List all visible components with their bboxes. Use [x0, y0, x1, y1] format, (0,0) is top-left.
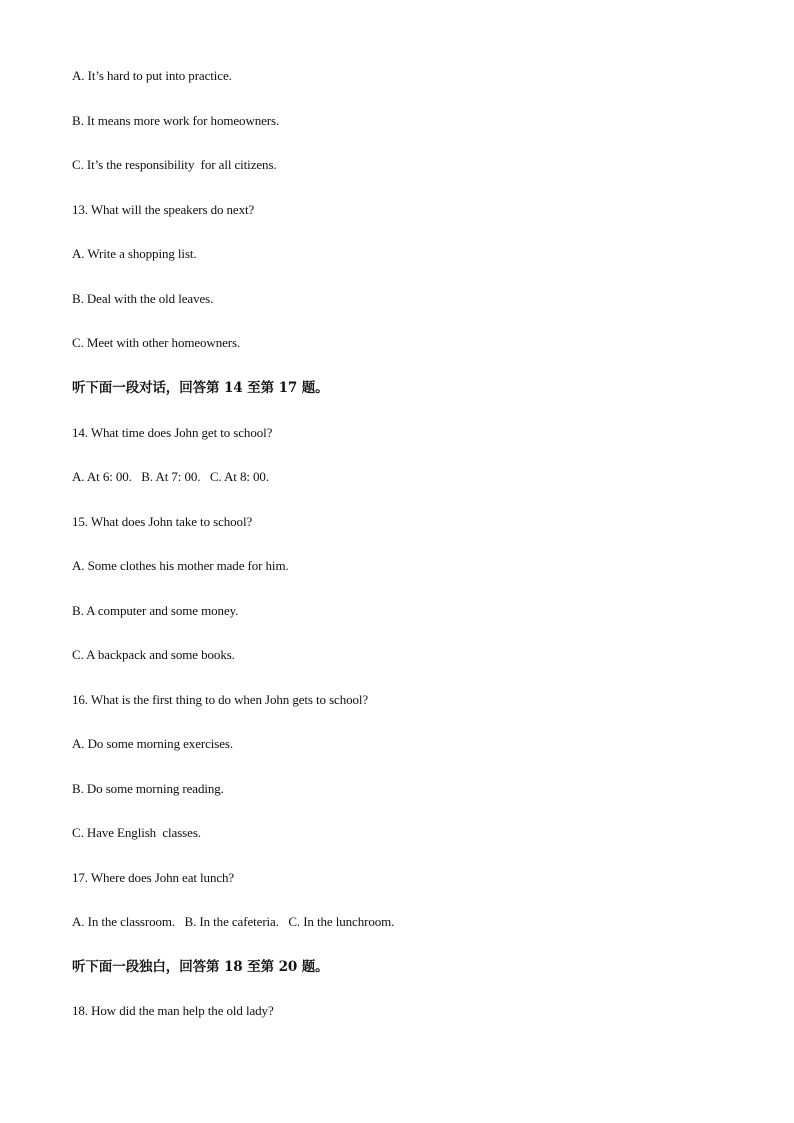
q13-option-a: A. Write a shopping list.	[72, 246, 197, 261]
q13-option-b: B. Deal with the old leaves.	[72, 291, 214, 306]
question-17: 17. Where does John eat lunch?	[72, 870, 235, 885]
q13-option-c: C. Meet with other homeowners.	[72, 335, 241, 350]
question-15: 15. What does John take to school?	[72, 514, 253, 529]
q15-option-c: C. A backpack and some books.	[72, 647, 235, 662]
question-13: 13. What will the speakers do next?	[72, 202, 255, 217]
question-18: 18. How did the man help the old lady?	[72, 1003, 274, 1018]
q16-option-b: B. Do some morning reading.	[72, 781, 224, 796]
q12-option-a: A. It’s hard to put into practice.	[72, 68, 232, 83]
section-heading-monologue: 听下面一段独白，回答第 18 至第 20 题。	[72, 959, 329, 975]
q16-option-c: C. Have English classes.	[72, 825, 201, 840]
q17-options: A. In the classroom. B. In the cafeteria. C. In the lunchroom.	[72, 914, 395, 929]
q12-option-c: C. It’s the responsibility for all citizens.	[72, 157, 277, 172]
question-14: 14. What time does John get to school?	[72, 425, 273, 440]
q15-option-a: A. Some clothes his mother made for him.	[72, 558, 289, 573]
q12-option-b: B. It means more work for homeowners.	[72, 113, 280, 128]
section-heading-dialogue: 听下面一段对话，回答第 14 至第 17 题。	[72, 380, 329, 396]
q16-option-a: A. Do some morning exercises.	[72, 736, 234, 751]
question-16: 16. What is the first thing to do when John gets to school?	[72, 692, 369, 707]
q15-option-b: B. A computer and some money.	[72, 603, 239, 618]
q14-options: A. At 6: 00. B. At 7: 00. C. At 8: 00.	[72, 469, 269, 484]
